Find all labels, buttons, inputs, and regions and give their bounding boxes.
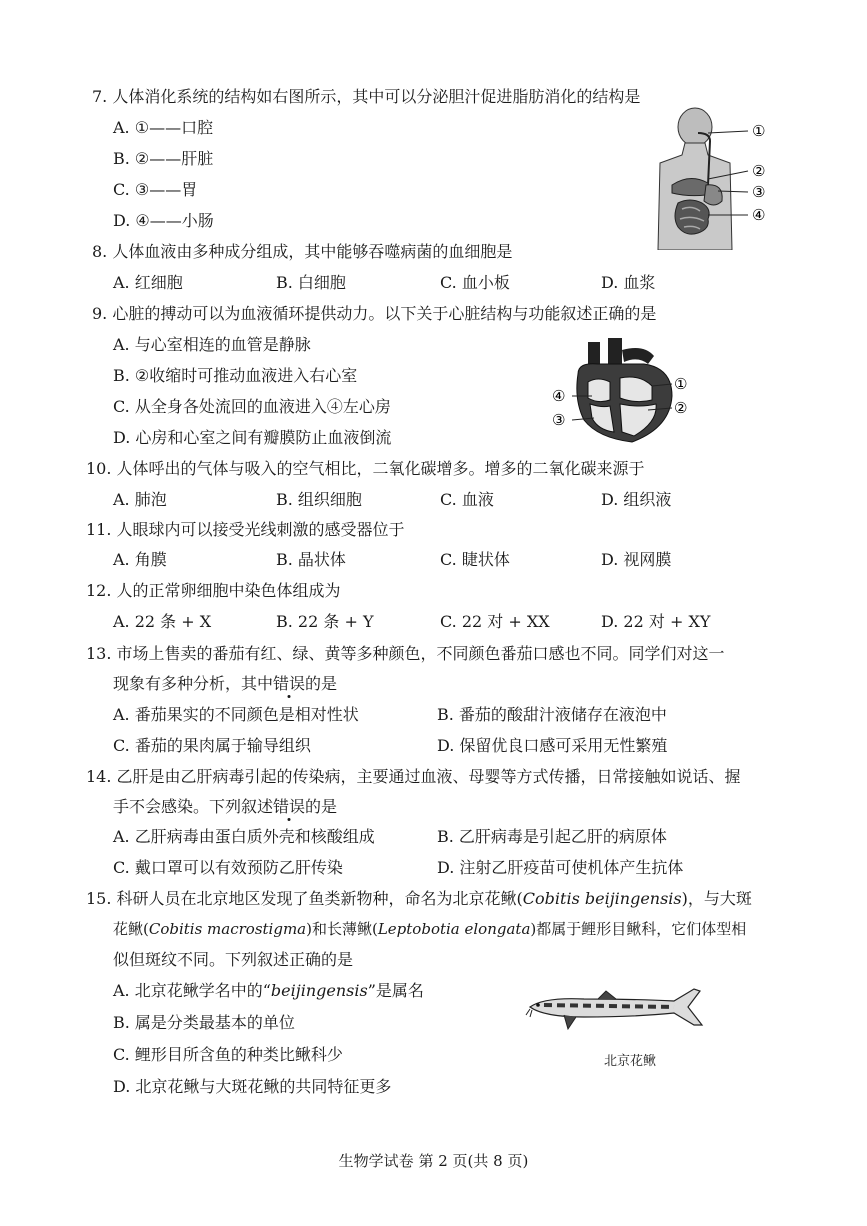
- q15-optA-part-a: A. 北京花鳅学名中的“: [113, 981, 271, 1000]
- q15-optA-sci: beijingensis: [270, 981, 368, 1000]
- q12-option-b: B. 22 条 + Y: [276, 612, 374, 631]
- q7-option-c: C. ③——胃: [113, 180, 198, 199]
- digestive-system-figure: [650, 105, 790, 250]
- q13-stem-part-c: 的是: [305, 674, 338, 693]
- q10-option-c: C. 血液: [440, 490, 494, 509]
- q8-option-d: D. 血浆: [601, 273, 656, 292]
- q12-option-d: D. 22 对 + XY: [601, 612, 711, 631]
- q13-option-b: B. 番茄的酸甜汁液储存在液泡中: [437, 705, 667, 724]
- q9-stem: 9. 心脏的搏动可以为血液循环提供动力。以下关于心脏结构与功能叙述正确的是: [92, 304, 657, 323]
- q15-stem-line1: [86, 888, 752, 910]
- q15-sci-name-beijingensis: Cobitis beijingensis: [522, 889, 682, 908]
- q10-option-a: A. 肺泡: [113, 490, 167, 509]
- heart-label-4: ④: [552, 387, 566, 405]
- q14-option-b: B. 乙肝病毒是引起乙肝的病原体: [437, 827, 667, 846]
- q15-stem-line3: 似但斑纹不同。下列叙述正确的是: [113, 950, 354, 969]
- q13-option-d: D. 保留优良口感可采用无性繁殖: [437, 736, 668, 755]
- q13-stem-line1: 13. 市场上售卖的番茄有红、绿、黄等多种颜色，不同颜色番茄口感也不同。同学们对这一: [86, 644, 725, 663]
- digestive-label-2: ②: [752, 162, 766, 180]
- q11-option-a: A. 角膜: [113, 550, 167, 569]
- q7-option-b: B. ②——肝脏: [113, 149, 214, 168]
- q10-option-b: B. 组织细胞: [276, 490, 362, 509]
- heart-figure: [548, 338, 708, 448]
- digestive-label-3: ③: [752, 183, 766, 201]
- q13-option-a: A. 番茄果实的不同颜色是相对性状: [113, 705, 359, 724]
- q11-option-c: C. 睫状体: [440, 550, 510, 569]
- q15-option-d: D. 北京花鳅与大斑花鳅的共同特征更多: [113, 1077, 392, 1096]
- q14-stem-emphasis: 错误: [273, 797, 306, 816]
- q15-stem1-part-b: )，与大斑: [681, 889, 752, 908]
- q14-stem-part-c: 的是: [305, 797, 338, 816]
- page-footer: 生物学试卷 第 2 页(共 8 页): [338, 1152, 529, 1170]
- q15-optA-part-b: ”是属名: [367, 981, 424, 1000]
- q11-stem: 11. 人眼球内可以接受光线刺激的感受器位于: [86, 520, 405, 539]
- q15-stem-line2: [113, 918, 746, 940]
- q8-option-c: C. 血小板: [440, 273, 510, 292]
- q15-option-a: [113, 980, 424, 1002]
- q15-option-c: C. 鲤形目所含鱼的种类比鳅科少: [113, 1045, 343, 1064]
- q10-option-d: D. 组织液: [601, 490, 672, 509]
- q11-option-d: D. 视网膜: [601, 550, 672, 569]
- q7-option-d: D. ④——小肠: [113, 211, 214, 230]
- q12-option-c: C. 22 对 + XX: [440, 612, 550, 631]
- q7-option-a: A. ①——口腔: [113, 118, 214, 137]
- q9-option-a: A. 与心室相连的血管是静脉: [113, 335, 311, 354]
- q15-stem2-part-a: 花鳅(: [113, 920, 149, 938]
- q14-option-d: D. 注射乙肝疫苗可使机体产生抗体: [437, 858, 684, 877]
- q15-option-b: B. 属是分类最基本的单位: [113, 1013, 295, 1032]
- q14-stem-line1: 14. 乙肝是由乙肝病毒引起的传染病，主要通过血液、母婴等方式传播，日常接触如说话、握: [86, 767, 741, 786]
- heart-label-3: ③: [552, 411, 566, 429]
- q15-sci-name-elongata: Leptobotia elongata: [377, 920, 531, 938]
- heart-label-2: ②: [674, 399, 688, 417]
- q14-option-a: A. 乙肝病毒由蛋白质外壳和核酸组成: [113, 827, 375, 846]
- q15-sci-name-macrostigma: Cobitis macrostigma: [148, 920, 307, 938]
- q12-stem: 12. 人的正常卵细胞中染色体组成为: [86, 581, 341, 600]
- q12-option-a: A. 22 条 + X: [113, 612, 212, 631]
- q15-stem2-part-c: )都属于鲤形目鳅科，它们体型相: [530, 920, 747, 938]
- q13-stem-emphasis: 错误: [273, 674, 306, 693]
- q13-option-c: C. 番茄的果肉属于输导组织: [113, 736, 311, 755]
- q13-stem-line2: [113, 673, 337, 695]
- q9-option-c: C. 从全身各处流回的血液进入④左心房: [113, 397, 391, 416]
- digestive-label-1: ①: [752, 122, 766, 140]
- loach-figure-caption: 北京花鳅: [604, 1054, 657, 1069]
- q9-option-b: B. ②收缩时可推动血液进入右心室: [113, 366, 358, 385]
- heart-label-1: ①: [674, 375, 688, 393]
- q8-option-b: B. 白细胞: [276, 273, 346, 292]
- digestive-label-4: ④: [752, 206, 766, 224]
- loach-fish-figure: [524, 985, 704, 1035]
- q15-stem1-part-a: 15. 科研人员在北京地区发现了鱼类新物种，命名为北京花鳅(: [86, 889, 523, 908]
- q15-stem2-part-b: )和长薄鳅(: [306, 920, 378, 938]
- q8-option-a: A. 红细胞: [113, 273, 183, 292]
- q8-stem: 8. 人体血液由多种成分组成，其中能够吞噬病菌的血细胞是: [92, 242, 513, 261]
- q9-option-d: D. 心房和心室之间有瓣膜防止血液倒流: [113, 428, 392, 447]
- q7-stem: 7. 人体消化系统的结构如右图所示，其中可以分泌胆汁促进脂肪消化的结构是: [92, 87, 641, 106]
- q14-stem-line2: [113, 796, 337, 818]
- q14-option-c: C. 戴口罩可以有效预防乙肝传染: [113, 858, 343, 877]
- q11-option-b: B. 晶状体: [276, 550, 346, 569]
- q14-stem-part-a: 手不会感染。下列叙述: [113, 797, 274, 816]
- q13-stem-part-a: 现象有多种分析，其中: [113, 674, 274, 693]
- q10-stem: 10. 人体呼出的气体与吸入的空气相比，二氧化碳增多。增多的二氧化碳来源于: [86, 459, 645, 478]
